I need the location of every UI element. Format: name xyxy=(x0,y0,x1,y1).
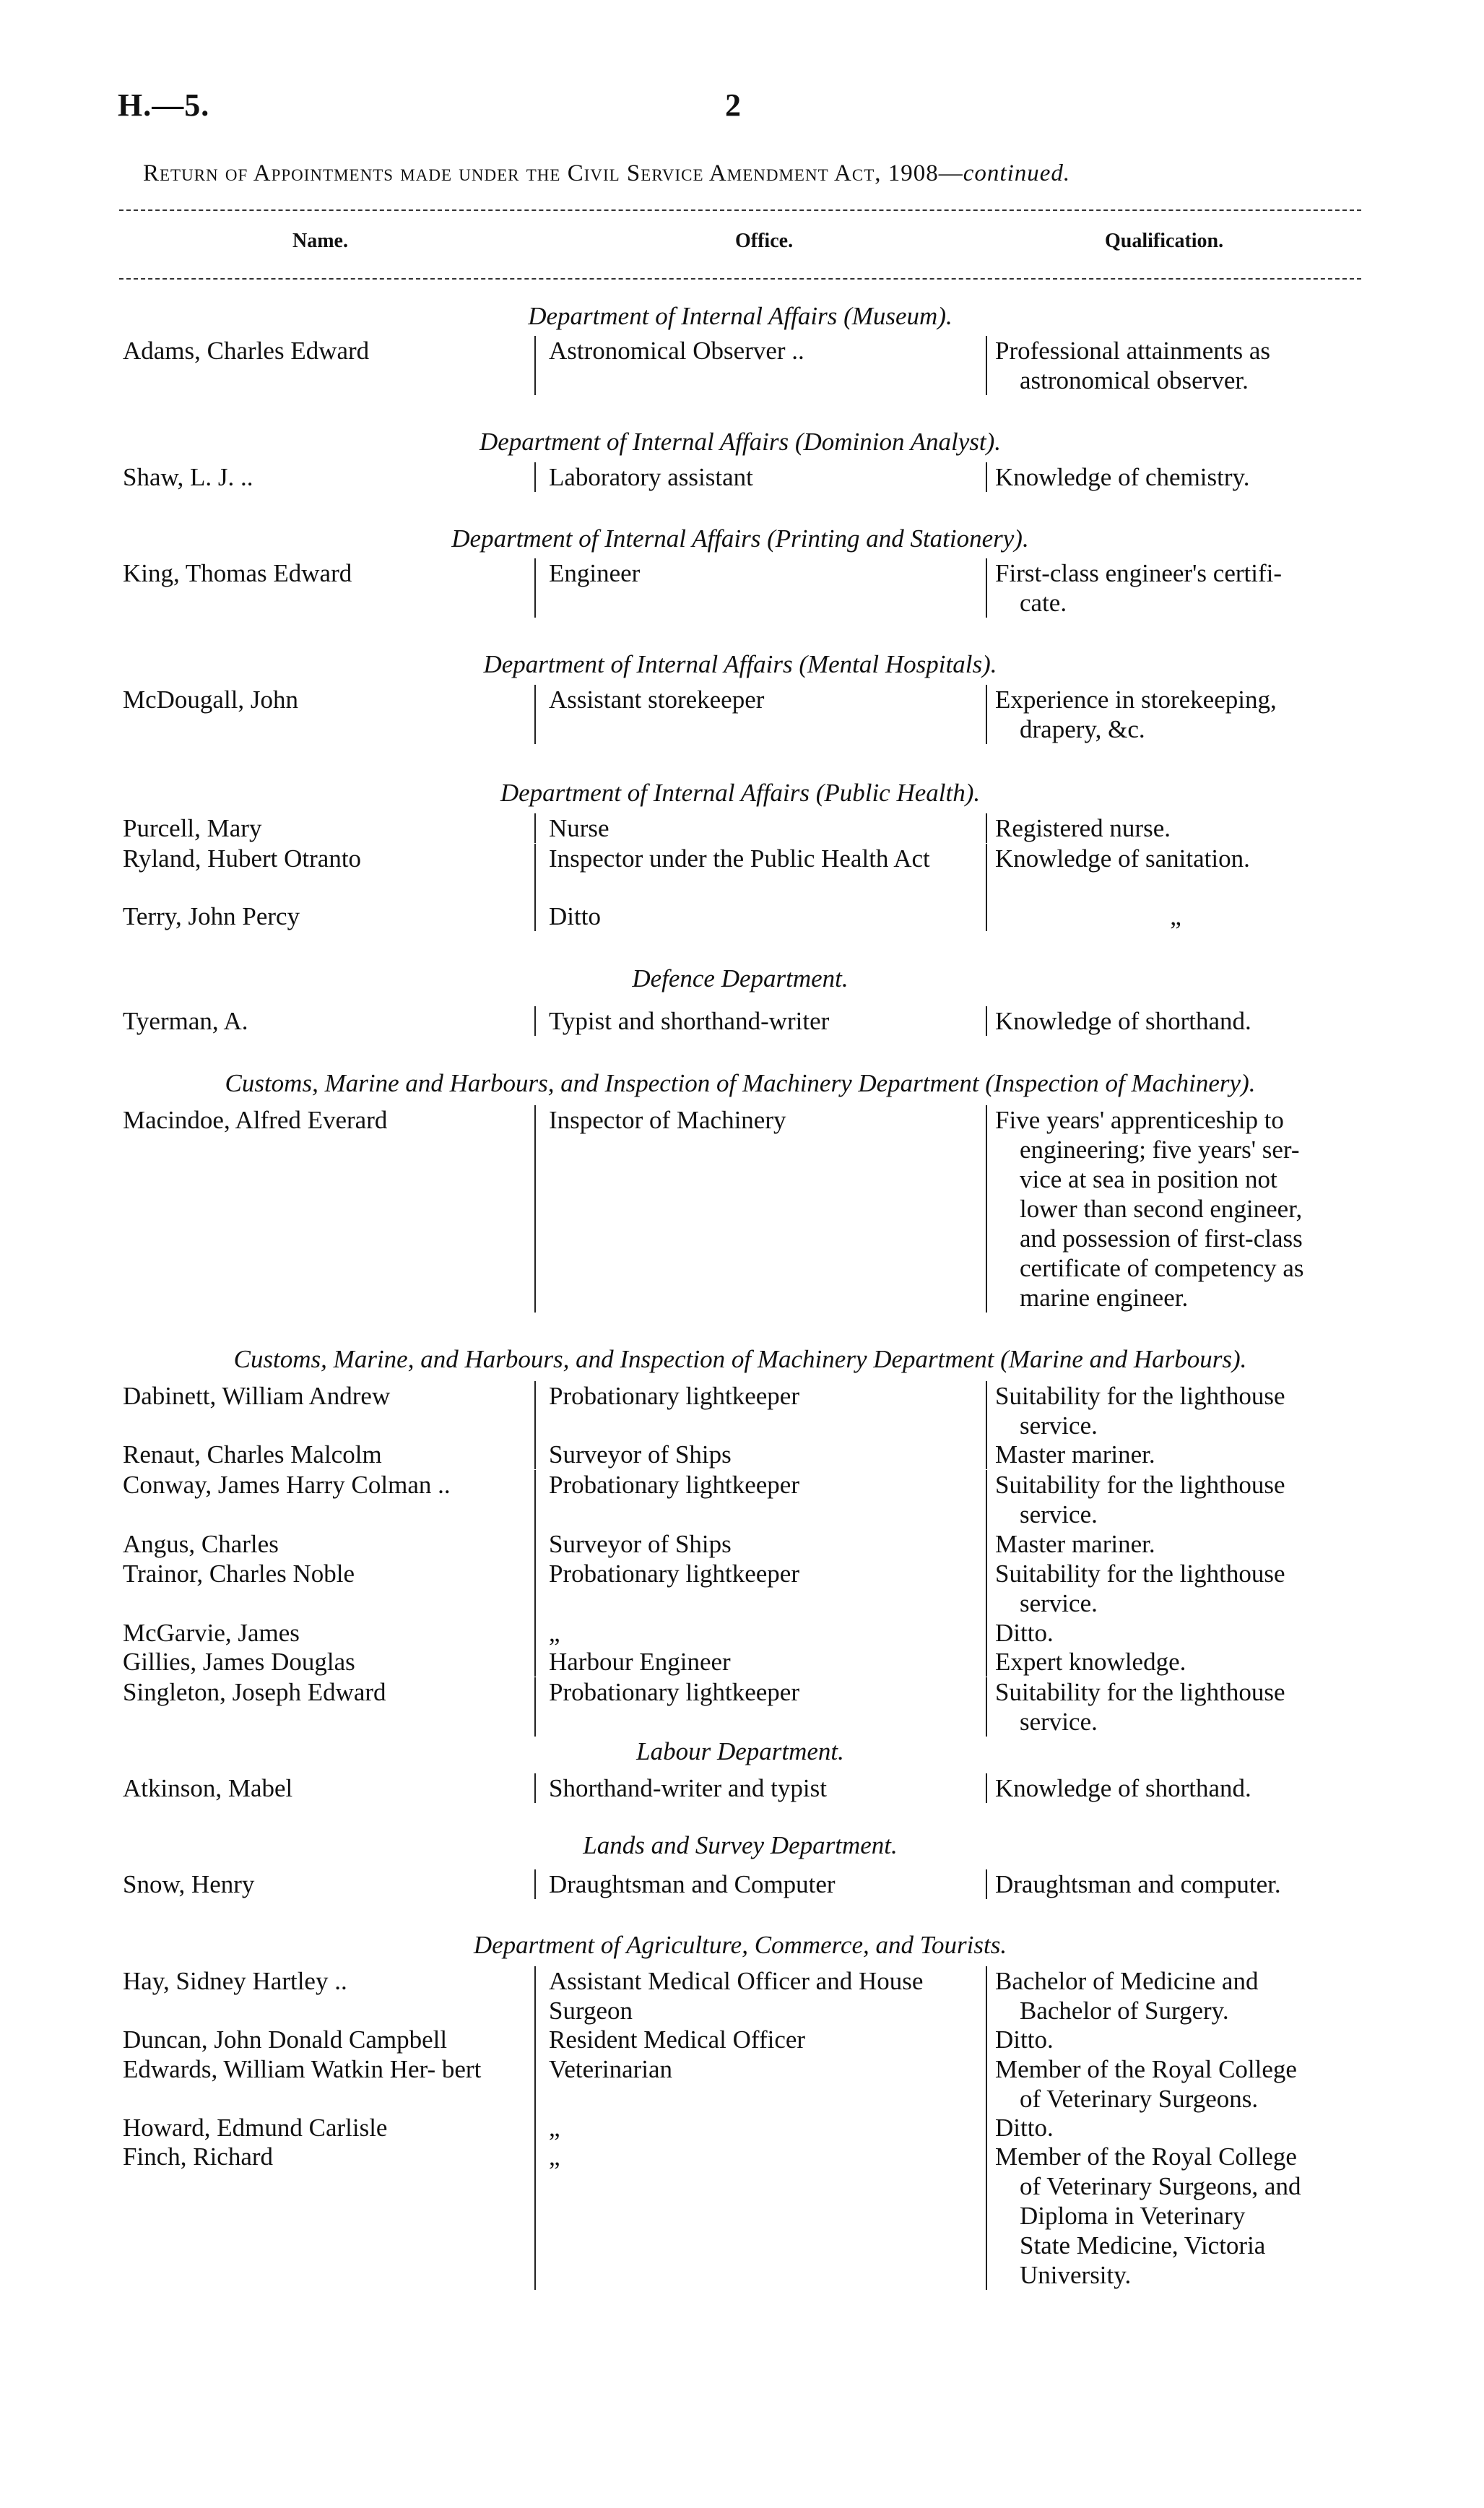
qualification-line: Master mariner. xyxy=(995,1530,1155,1558)
qualification xyxy=(995,1559,1356,1618)
qualification xyxy=(995,1869,1356,1899)
qualification-line: certificate of competency as xyxy=(1020,1254,1304,1282)
column-separator xyxy=(986,1440,987,1469)
qualification-line: Ditto. xyxy=(995,2025,1054,2054)
qualification-line: Member of the Royal College xyxy=(995,2142,1297,2171)
column-separator xyxy=(986,844,987,903)
office-title: Draughtsman and Computer xyxy=(549,1870,836,1898)
qualification xyxy=(995,462,1356,492)
office-title: Surveyor of Ships xyxy=(549,1530,732,1558)
table-row xyxy=(119,813,1361,843)
header-rule-bottom xyxy=(119,278,1361,280)
office-title: Assistant Medical Officer and House Surgeon xyxy=(549,1967,924,2025)
appointee-name: Ryland, Hubert Otranto xyxy=(123,844,362,873)
column-separator xyxy=(534,813,536,843)
qualification xyxy=(995,2054,1356,2114)
appointee-name: Hay, Sidney Hartley .. xyxy=(123,1967,347,1995)
page-number: 2 xyxy=(725,87,741,123)
qualification-line: Registered nurse. xyxy=(995,814,1171,842)
appointee-name: Duncan, John Donald Campbell xyxy=(123,2025,448,2054)
table-row xyxy=(119,1440,1361,1469)
column-separator xyxy=(986,2054,987,2114)
office-title: Astronomical Observer .. xyxy=(549,337,804,365)
qualification-line: service. xyxy=(1020,1589,1098,1617)
column-header-qualification: Qualification. xyxy=(1105,230,1224,252)
qualification-line: Ditto. xyxy=(995,1619,1054,1647)
column-separator xyxy=(986,685,987,744)
table-row xyxy=(119,2142,1361,2290)
column-separator xyxy=(534,1006,536,1036)
appointee-name: Dabinett, William Andrew xyxy=(123,1382,391,1410)
column-separator xyxy=(986,1105,987,1313)
column-separator xyxy=(986,1006,987,1036)
column-separator xyxy=(986,558,987,618)
office-title: Resident Medical Officer xyxy=(549,2025,806,2054)
appointee-name: Adams, Charles Edward xyxy=(123,337,370,365)
qualification xyxy=(995,1618,1356,1648)
table-row xyxy=(119,1105,1361,1313)
office-title: Engineer xyxy=(549,559,641,587)
qualification-line: First-class engineer's certifi- xyxy=(995,559,1282,587)
qualification-line: University. xyxy=(1020,2261,1132,2289)
qualification-line: drapery, &c. xyxy=(1020,715,1145,743)
column-separator xyxy=(986,2025,987,2054)
table-row xyxy=(119,1647,1361,1677)
office-title: Typist and shorthand-writer xyxy=(549,1007,830,1035)
qualification-line: engineering; five years' ser- xyxy=(1020,1136,1300,1164)
parliamentary-paper-reference: H.—5. xyxy=(118,87,210,123)
appointee-name: Howard, Edmund Carlisle xyxy=(123,2114,388,2142)
table-row xyxy=(119,1470,1361,1529)
qualification xyxy=(995,336,1356,395)
appointee-name: Angus, Charles xyxy=(123,1530,279,1558)
qualification-line: Knowledge of chemistry. xyxy=(995,463,1250,491)
column-separator xyxy=(534,1529,536,1559)
office-title: Inspector of Machinery xyxy=(549,1106,786,1134)
qualification-line: service. xyxy=(1020,1708,1098,1736)
column-separator xyxy=(534,336,536,395)
column-separator xyxy=(534,1966,536,2025)
qualification xyxy=(995,1105,1356,1313)
qualification-line: vice at sea in position not xyxy=(1020,1165,1277,1193)
qualification-line: Diploma in Veterinary xyxy=(1020,2202,1246,2230)
table-row xyxy=(119,844,1361,903)
qualification xyxy=(995,685,1356,744)
office-title: Surveyor of Ships xyxy=(549,1440,732,1469)
appointee-name: Tyerman, A. xyxy=(123,1007,248,1035)
column-separator xyxy=(534,844,536,903)
column-separator xyxy=(534,462,536,492)
appointee-name: Singleton, Joseph Edward xyxy=(123,1678,386,1706)
column-separator xyxy=(986,901,987,931)
office-title: Probationary lightkeeper xyxy=(549,1678,799,1706)
office-title: Veterinarian xyxy=(549,2055,673,2083)
qualification-line: Master mariner. xyxy=(995,1440,1155,1469)
column-separator xyxy=(986,1677,987,1737)
title-continued: continued. xyxy=(963,160,1071,186)
table-row xyxy=(119,1529,1361,1559)
table-row xyxy=(119,1618,1361,1648)
column-separator xyxy=(534,1677,536,1737)
qualification-line: Suitability for the lighthouse xyxy=(995,1678,1285,1706)
column-header-name: Name. xyxy=(292,230,348,252)
table-row xyxy=(119,1381,1361,1440)
title-main: Return of Appointments made under the Civil Service Amendment Act, 1908— xyxy=(143,160,963,186)
appointee-name: Conway, James Harry Colman .. xyxy=(123,1471,451,1499)
column-separator xyxy=(986,1773,987,1803)
office-title: Probationary lightkeeper xyxy=(549,1471,799,1499)
column-separator xyxy=(534,1440,536,1469)
table-row xyxy=(119,558,1361,618)
office-title: Nurse xyxy=(549,814,609,842)
qualification-line: marine engineer. xyxy=(1020,1284,1189,1312)
document-title xyxy=(143,160,1070,187)
table-row xyxy=(119,336,1361,395)
qualification-line: Knowledge of sanitation. xyxy=(995,844,1250,873)
column-separator xyxy=(986,1647,987,1677)
qualification-line: Five years' apprenticeship to xyxy=(995,1106,1284,1134)
appointee-name: McGarvie, James xyxy=(123,1619,300,1647)
column-separator xyxy=(986,1381,987,1440)
office-title: Assistant storekeeper xyxy=(549,686,765,714)
office-title: Inspector under the Public Health Act xyxy=(549,844,930,873)
column-separator xyxy=(534,1470,536,1529)
qualification-line: and possession of first-class xyxy=(1020,1224,1303,1253)
table-row xyxy=(119,462,1361,492)
appointee-name: Purcell, Mary xyxy=(123,814,262,842)
qualification-line: Bachelor of Surgery. xyxy=(1020,1997,1229,2025)
column-separator xyxy=(986,2113,987,2142)
section-title: Defence Department. xyxy=(632,964,849,993)
office-title: „ xyxy=(549,2142,560,2171)
qualification xyxy=(995,1773,1356,1803)
qualification-line: service. xyxy=(1020,1411,1098,1440)
qualification-line: Professional attainments as xyxy=(995,337,1271,365)
column-separator xyxy=(986,1470,987,1529)
column-separator xyxy=(534,2025,536,2054)
office-title: Shorthand-writer and typist xyxy=(549,1774,827,1802)
qualification xyxy=(995,1006,1356,1036)
column-separator xyxy=(534,2113,536,2142)
qualification-line: Suitability for the lighthouse xyxy=(995,1560,1285,1588)
table-row xyxy=(119,1869,1361,1899)
qualification-line: Suitability for the lighthouse xyxy=(995,1382,1285,1410)
qualification-line: Knowledge of shorthand. xyxy=(995,1007,1251,1035)
qualification xyxy=(995,2142,1356,2290)
office-title: Probationary lightkeeper xyxy=(549,1382,799,1410)
appointee-name: McDougall, John xyxy=(123,686,299,714)
column-separator xyxy=(534,2054,536,2114)
table-row xyxy=(119,1773,1361,1803)
section-title: Department of Internal Affairs (Public Health). xyxy=(500,779,981,807)
qualification xyxy=(995,2113,1356,2142)
qualification-line: State Medicine, Victoria xyxy=(1020,2231,1266,2260)
qualification xyxy=(995,1381,1356,1440)
column-separator xyxy=(986,1529,987,1559)
qualification-line: Expert knowledge. xyxy=(995,1648,1186,1676)
table-row xyxy=(119,901,1361,931)
column-separator xyxy=(986,1966,987,2025)
section-title: Department of Internal Affairs (Dominion Analyst). xyxy=(480,428,1001,456)
column-separator xyxy=(534,1618,536,1648)
table-row xyxy=(119,1966,1361,2025)
qualification xyxy=(995,1647,1356,1677)
appointee-name: Snow, Henry xyxy=(123,1870,255,1898)
column-header-office: Office. xyxy=(735,230,794,252)
table-row xyxy=(119,2054,1361,2114)
qualification-line: Member of the Royal College xyxy=(995,2055,1297,2083)
column-separator xyxy=(534,1559,536,1618)
section-title: Department of Internal Affairs (Mental Hospitals). xyxy=(483,650,997,678)
office-title: „ xyxy=(549,2114,560,2142)
office-title: Harbour Engineer xyxy=(549,1648,731,1676)
qualification xyxy=(995,1529,1356,1559)
appointee-name: Gillies, James Douglas xyxy=(123,1648,355,1676)
qualification xyxy=(995,844,1356,873)
office-title: Probationary lightkeeper xyxy=(549,1560,799,1588)
appointee-name: Edwards, William Watkin Her- bert xyxy=(123,2055,482,2083)
column-separator xyxy=(986,813,987,843)
qualification-line: Experience in storekeeping, xyxy=(995,686,1277,714)
column-separator xyxy=(986,462,987,492)
section-title: Lands and Survey Department. xyxy=(583,1831,898,1859)
qualification xyxy=(995,1470,1356,1529)
table-row xyxy=(119,685,1361,744)
qualification xyxy=(995,1966,1356,2025)
table-row xyxy=(119,2113,1361,2142)
office-title: Laboratory assistant xyxy=(549,463,753,491)
section-title: Customs, Marine and Harbours, and Inspection of Machinery Department (Inspection of Machinery). xyxy=(225,1069,1256,1097)
appointee-name: Trainor, Charles Noble xyxy=(123,1560,355,1588)
qualification xyxy=(995,2025,1356,2054)
qualification-line: astronomical observer. xyxy=(1020,366,1249,394)
column-separator xyxy=(534,901,536,931)
qualification-line: Draughtsman and computer. xyxy=(995,1870,1281,1898)
column-separator xyxy=(986,336,987,395)
qualification xyxy=(995,813,1356,843)
column-separator xyxy=(534,558,536,618)
qualification-line: lower than second engineer, xyxy=(1020,1195,1303,1223)
column-separator xyxy=(534,1105,536,1313)
section-title: Department of Internal Affairs (Museum). xyxy=(528,302,953,330)
appointee-name: Macindoe, Alfred Everard xyxy=(123,1106,388,1134)
appointee-name: Terry, John Percy xyxy=(123,902,300,930)
column-separator xyxy=(534,685,536,744)
qualification-line: Bachelor of Medicine and xyxy=(995,1967,1259,1995)
column-separator xyxy=(986,2142,987,2290)
qualification-line: of Veterinary Surgeons, and xyxy=(1020,2172,1301,2200)
qualification-line: Knowledge of shorthand. xyxy=(995,1774,1251,1802)
table-row xyxy=(119,1006,1361,1036)
office-title: „ xyxy=(549,1619,560,1647)
appointee-name: Finch, Richard xyxy=(123,2142,274,2171)
section-title: Department of Internal Affairs (Printing and Stationery). xyxy=(451,524,1029,553)
qualification-line: Suitability for the lighthouse xyxy=(995,1471,1285,1499)
qualification xyxy=(995,558,1356,618)
office-title: Ditto xyxy=(549,902,601,930)
appointee-name: Atkinson, Mabel xyxy=(123,1774,293,1802)
appointee-name: Renaut, Charles Malcolm xyxy=(123,1440,382,1469)
qualification xyxy=(995,901,1356,931)
qualification-line: of Veterinary Surgeons. xyxy=(1020,2085,1259,2113)
appointee-name: King, Thomas Edward xyxy=(123,559,352,587)
column-separator xyxy=(986,1869,987,1899)
column-separator xyxy=(534,1647,536,1677)
qualification xyxy=(995,1440,1356,1469)
table-row xyxy=(119,1677,1361,1737)
column-separator xyxy=(534,2142,536,2290)
column-separator xyxy=(986,1559,987,1618)
appointee-name: Shaw, L. J. .. xyxy=(123,463,253,491)
section-title: Labour Department. xyxy=(636,1737,844,1765)
column-separator xyxy=(534,1773,536,1803)
section-title: Department of Agriculture, Commerce, and Tourists. xyxy=(473,1931,1007,1959)
qualification-line: Ditto. xyxy=(995,2114,1054,2142)
table-row xyxy=(119,2025,1361,2054)
column-separator xyxy=(534,1869,536,1899)
qualification xyxy=(995,1677,1356,1737)
header-rule-top xyxy=(119,209,1361,211)
qualification-line: cate. xyxy=(1020,589,1067,617)
qualification-line: service. xyxy=(1020,1500,1098,1528)
column-separator xyxy=(986,1618,987,1648)
qualification-line: „ xyxy=(1170,902,1181,930)
column-separator xyxy=(534,1381,536,1440)
section-title: Customs, Marine, and Harbours, and Inspection of Machinery Department (Marine and Harbours). xyxy=(233,1345,1247,1373)
table-row xyxy=(119,1559,1361,1618)
